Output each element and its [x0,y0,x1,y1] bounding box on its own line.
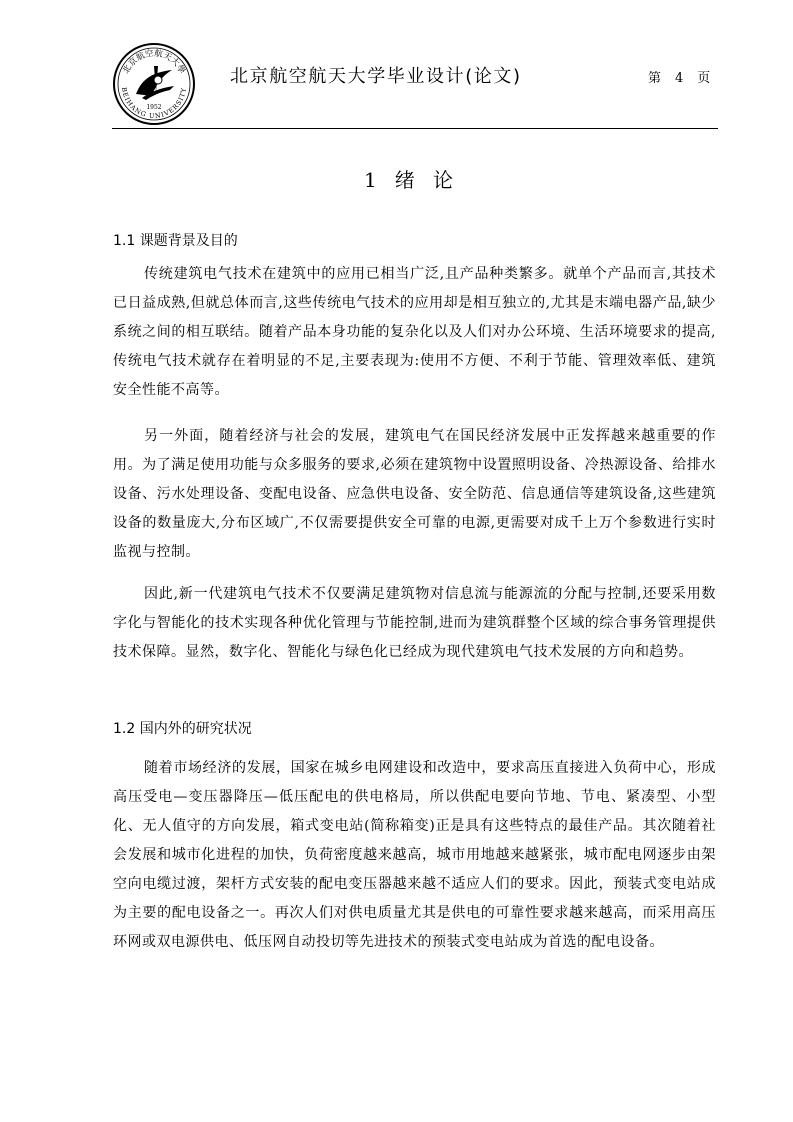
section-heading-1-2: 1.2 国内外的研究状况 [113,721,252,737]
paragraph: 传统建筑电气技术在建筑中的应用已相当广泛,且产品种类繁多。就单个产品而言,其技术已日益成熟,但就总体而言,这些传统电气技术的应用却是相互独立的,尤其是末端电器产品,缺少系统之间的相互联结。随着产品本身功能的复杂化以及人们对办公环境、生活环境要求的提高,传统电气技术就存在着明显的不足,主要表现为:使用不方便、不利于节能、管理效率低、建筑安全性能不高等。 [113,266,716,398]
page-header [112,40,718,130]
logo-text-top: 北京航空航天大學 [121,48,187,76]
chapter-name: 绪 论 [394,168,460,192]
chapter-number: 1 [363,168,379,192]
paragraph: 因此,新一代建筑电气技术不仅要满足建筑物对信息流与能源流的分配与控制,还要采用数字化与智能化的技术实现各种优化管理与节能控制,进而为建筑群整个区域的综合事务管理提供技术保障。显然，数字化、智能化与绿色化已经成为现代建筑电气技术发展的方向和趋势。 [113,586,716,660]
page-prefix: 第 [648,71,662,86]
university-title: 北京航空航天大学毕业设计(论文) [230,66,522,87]
logo-text-bottom: BEIHANG UNIVERSITY [119,86,189,121]
chapter-title [0,164,793,193]
paragraph: 随着市场经济的发展，国家在城乡电网建设和改造中，要求高压直接进入负荷中心，形成高压受电—变压器降压—低压配电的供电格局，所以供配电要向节地、节电、紧凑型、小型化、无人值守的方向发展，箱式变电站(简称箱变)正是具有这些特点的最佳产品。其次随着社会发展和城市化进程的加快，负荷密度越来越高，城市用地越来越紧张，城市配电网逐步由架空向电缆过渡，架杆方式安装的配电变压器越来越不适应人们的要求。因此，预装式变电站成为主要的配电设备之一。再次人们对供电质量尤其是供电的可靠性要求越来越高，而采用高压环网或双电源供电、低压网自动投切等先进技术的预装式变电站成为首选的配电设备。 [113,760,716,950]
page-suffix: 页 [697,71,711,86]
header-divider [112,128,718,129]
paragraph: 另一外面，随着经济与社会的发展，建筑电气在国民经济发展中正发挥越来越重要的作用。为了满足使用功能与众多服务的要求,必须在建筑物中设置照明设备、冷热源设备、给排水设备、污水处理设备、变配电设备、应急供电设备、安全防范、信息通信等建筑设备,这些建筑设备的数量庞大,分布区域广,不仅需要提供安全可靠的电源,更需要对成千上万个参数进行实时监视与控制。 [113,428,716,560]
page-number-label [648,67,710,86]
section-heading-1-1: 1.1 课题背景及目的 [113,233,238,249]
logo-year: 1952 [146,104,162,111]
university-logo-icon [112,42,196,126]
page-number: 4 [675,71,684,86]
